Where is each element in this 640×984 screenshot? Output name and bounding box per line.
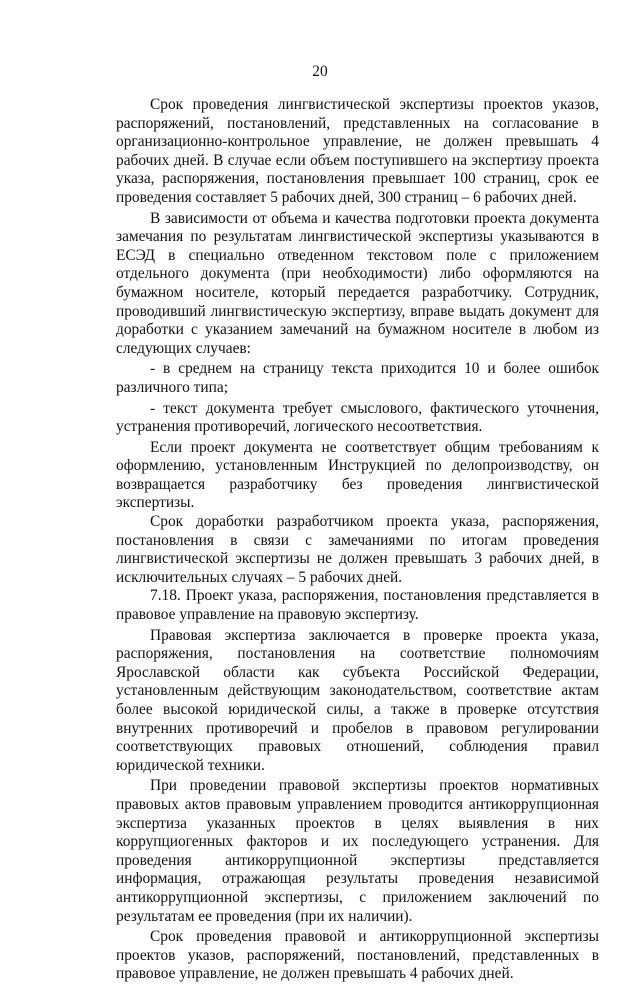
list-item-clarification: - текст документа требует смыслового, фактического уточнения, устранения противоречий, логического несоответствия.: [116, 399, 599, 436]
paragraph-linguistic-term: Срок проведения лингвистической экспертизы проектов указов, распоряжений, постановлений, представленных на согласование в организационно-контрольное управление, не должен превышать 4 рабочих дней. В случае если объем поступившего на экспертизу проекта указа, распоряжения, постановления превышает 100 страниц, срок ее проведения составляет 5 рабочих дней, 300 страниц – 6 рабочих дней.: [116, 96, 599, 206]
paragraph-legal-term: Срок проведения правовой и антикоррупционной экспертизы проектов указов, распоряжений, постановлений, представленных в правовое управление, не должен превышать 4 рабочих дней.: [116, 928, 599, 983]
page-number: 20: [312, 63, 328, 80]
paragraph-legal-expertise: Правовая экспертиза заключается в проверке проекта указа, распоряжения, постановления на соответствие полномочиям Ярославской области как субъекта Российской Федерации, установленным действующим законодательством, соответствие актам более высокой юридической силы, а также в проверке отсутствия внутренних противоречий и пробелов в правовом регулировании соответствующих правовых отношений, соблюдения правил юридической техники.: [116, 626, 599, 774]
paragraph-revision-term: Срок доработки разработчиком проекта указа, распоряжения, постановления в связи с замечаниями по итогам проведения лингвистической экспертизы не должен превышать 3 рабочих дней, в исключительных случаях – 5 рабочих дней.: [116, 513, 599, 586]
paragraph-anticorruption: При проведении правовой экспертизы проектов нормативных правовых актов правовым управлением проводится антикоррупционная экспертиза указанных проектов в целях выявления в них коррупциогенных факторов и их последующего устранения. Для проведения антикоррупционной экспертизы представляется информация, отражающая результаты проведения независимой антикоррупционной экспертизы, с приложением заключений по результатам ее проведения (при их наличии).: [116, 777, 599, 925]
document-body: [116, 96, 599, 984]
paragraph-remarks: В зависимости от объема и качества подготовки проекта документа замечания по результатам лингвистической экспертизы указываются в ЕСЭД в специально отведенном текстовом поле с приложением отдельного документа (при необходимости) либо оформляются на бумажном носителе, который передается разработчику. Сотрудник, проводивший лингвистическую экспертизу, вправе выдать документ для доработки с указанием замечаний на бумажном носителе в любом из следующих случаев:: [116, 209, 599, 357]
list-item-errors: - в среднем на страницу текста приходится 10 и более ошибок различного типа;: [116, 360, 599, 396]
paragraph-7-18: 7.18. Проект указа, распоряжения, постановления представляется в правовое управление на правовую экспертизу.: [116, 587, 599, 624]
paragraph-return: Если проект документа не соответствует общим требованиям к оформлению, установленным Инструкцией по делопроизводству, он возвращается разработчику без проведения лингвистической экспертизы.: [116, 438, 599, 512]
